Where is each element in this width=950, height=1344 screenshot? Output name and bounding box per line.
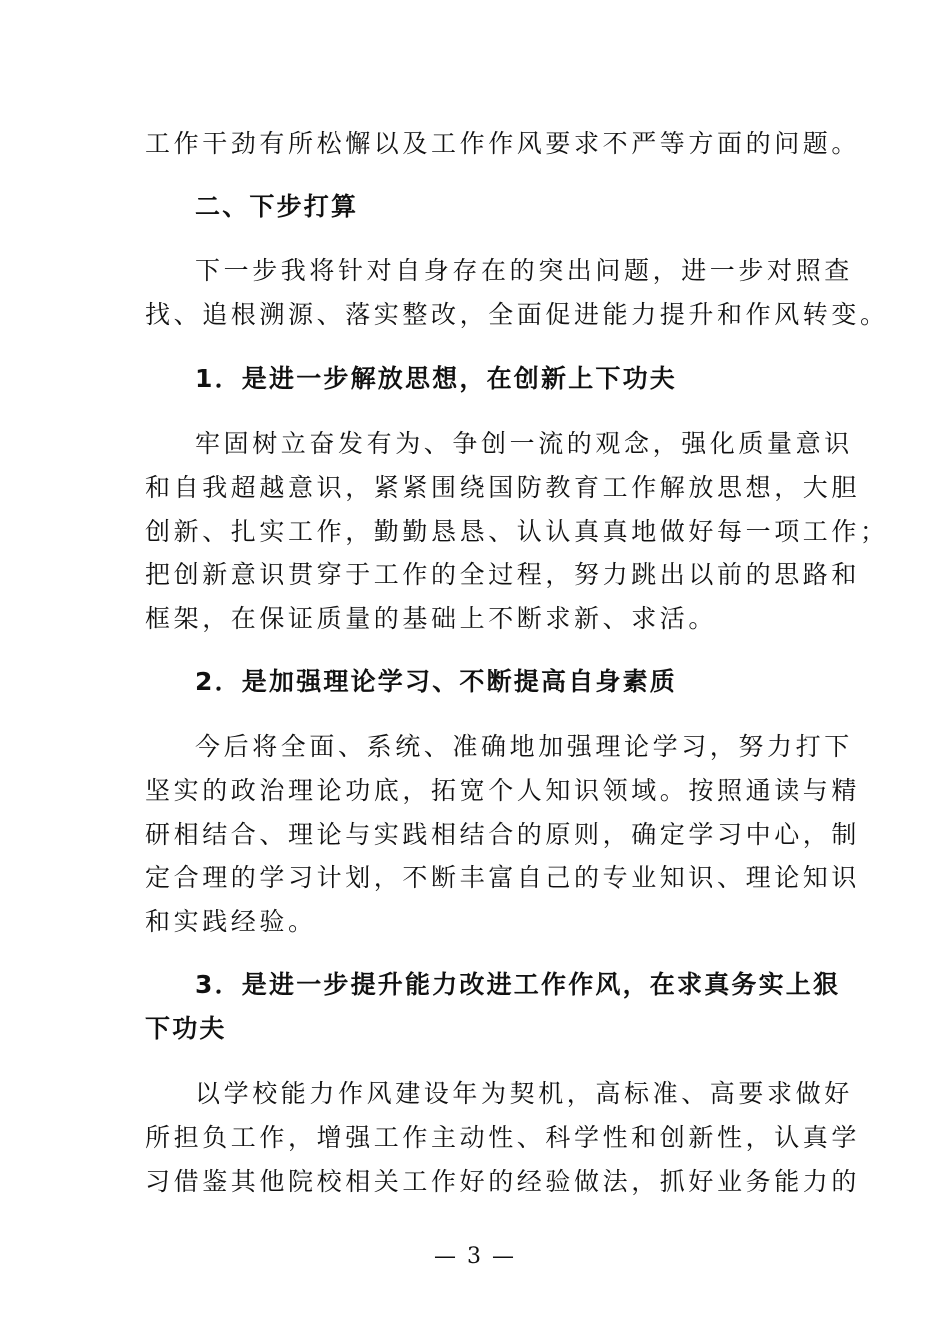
- subsection-heading: 3．是进一步提升能力改进工作作风，在求真务实上狠: [195, 970, 841, 999]
- body-text-line: 和实践经验。: [145, 907, 317, 936]
- body-text-line: 研相结合、理论与实践相结合的原则，确定学习中心，制: [145, 820, 861, 849]
- subsection-heading: 2．是加强理论学习、不断提高自身素质: [195, 667, 677, 696]
- subsection-heading: 1．是进一步解放思想，在创新上下功夫: [195, 364, 677, 393]
- body-text-line: 习借鉴其他院校相关工作好的经验做法，抓好业务能力的: [145, 1167, 861, 1196]
- body-text-line: 创新、扎实工作，勤勤恳恳、认认真真地做好每一项工作；: [145, 517, 889, 546]
- body-text-line: 框架，在保证质量的基础上不断求新、求活。: [145, 604, 718, 633]
- body-text-line: 以学校能力作风建设年为契机，高标准、高要求做好: [195, 1079, 853, 1108]
- section-heading: 二、下步打算: [195, 192, 359, 221]
- body-text-line: 坚实的政治理论功底，拓宽个人知识领域。按照通读与精: [145, 776, 861, 805]
- page-number: — 3 —: [434, 1244, 516, 1269]
- body-text-line: 把创新意识贯穿于工作的全过程，努力跳出以前的思路和: [145, 560, 861, 589]
- body-text-line: 和自我超越意识，紧紧围绕国防教育工作解放思想，大胆: [145, 473, 861, 502]
- body-text-line: 找、追根溯源、落实整改，全面促进能力提升和作风转变。: [145, 300, 889, 329]
- body-text-line: 牢固树立奋发有为、争创一流的观念，强化质量意识: [195, 429, 853, 458]
- body-text-line: 工作干劲有所松懈以及工作作风要求不严等方面的问题。: [145, 129, 861, 158]
- body-text-line: 下一步我将针对自身存在的突出问题，进一步对照查: [195, 256, 853, 285]
- body-text-line: 所担负工作，增强工作主动性、科学性和创新性，认真学: [145, 1123, 861, 1152]
- body-text-line: 定合理的学习计划，不断丰富自己的专业知识、理论知识: [145, 863, 861, 892]
- body-text-line: 今后将全面、系统、准确地加强理论学习，努力打下: [195, 732, 853, 761]
- subsection-heading: 下功夫: [145, 1014, 227, 1043]
